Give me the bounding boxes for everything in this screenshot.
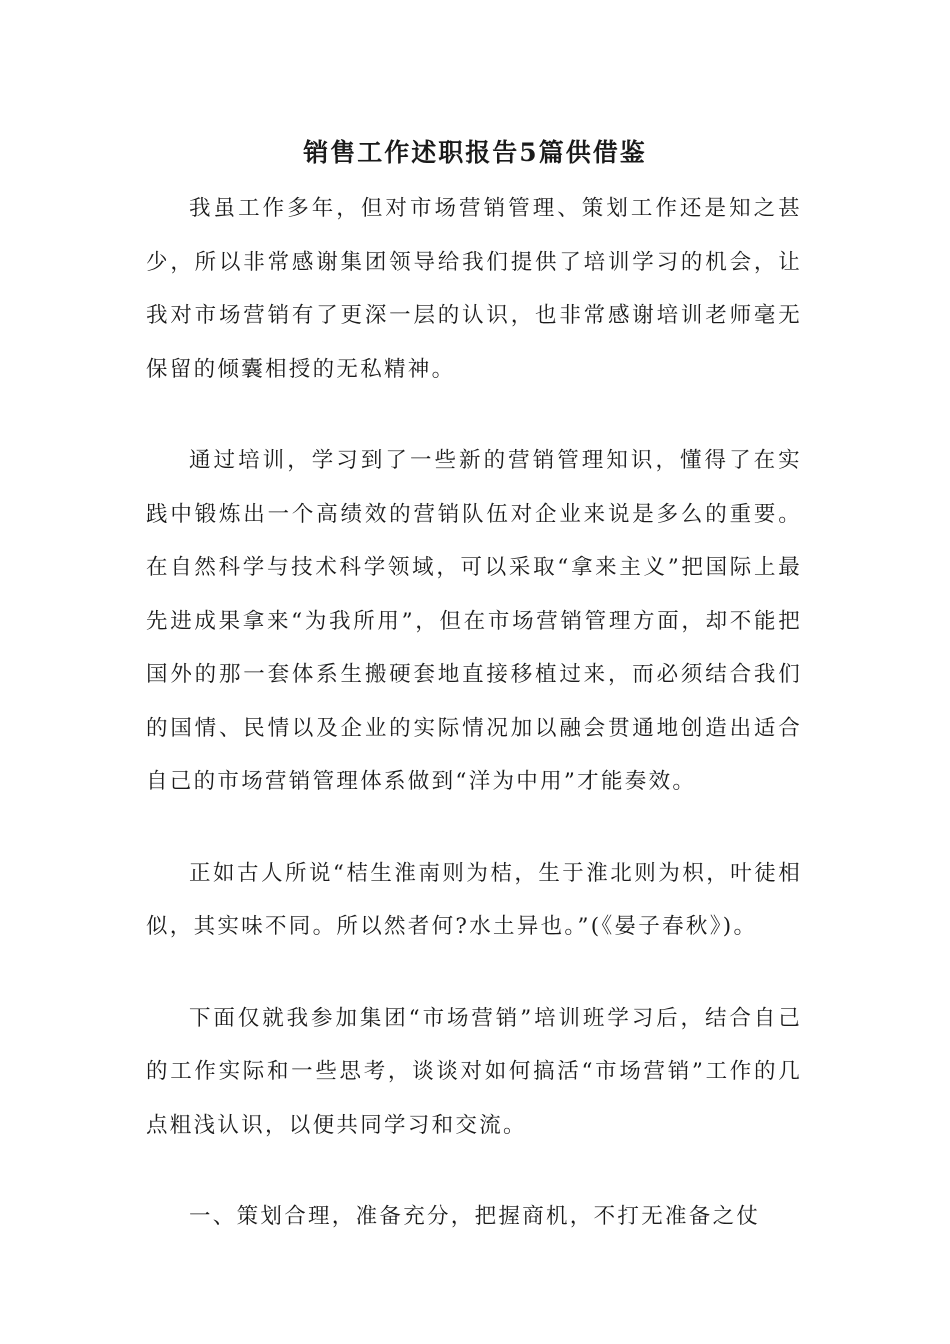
paragraph-intro: 我虽工作多年，但对市场营销管理、策划工作还是知之甚少，所以非常感谢集团领导给我们提供了培训学习的机会，让我对市场营销有了更深一层的认识，也非常感谢培训老师毫无保留的倾囊相授的无私精神。 (146, 196, 802, 382)
paragraph-quote: 正如古人所说“桔生淮南则为桔，生于淮北则为枳，叶徒相似，其实味不同。所以然者何?水土异也。”(《晏子春秋》)。 (146, 860, 802, 939)
document-body (146, 182, 802, 1282)
paragraph-overview: 下面仅就我参加集团“市场营销”培训班学习后，结合自己的工作实际和一些思考，谈谈对如何搞活“市场营销”工作的几点粗浅认识，以便共同学习和交流。 (146, 1005, 802, 1138)
paragraph-training: 通过培训，学习到了一些新的营销管理知识，懂得了在实践中锻炼出一个高绩效的营销队伍对企业来说是多么的重要。在自然科学与技术科学领域，可以采取“拿来主义”把国际上最先进成果拿来“为我所用”，但在市场营销管理方面，却不能把国外的那一套体系生搬硬套地直接移植过来，而必须结合我们的国情、民情以及企业的实际情况加以融会贯通地创造出适合自己的市场营销管理体系做到“洋为中用”才能奏效。 (146, 448, 802, 794)
document-title: 销售工作述职报告5篇供借鉴 (303, 138, 647, 167)
section-heading-1: 一、策划合理，准备充分，把握商机，不打无准备之仗 (189, 1204, 761, 1229)
